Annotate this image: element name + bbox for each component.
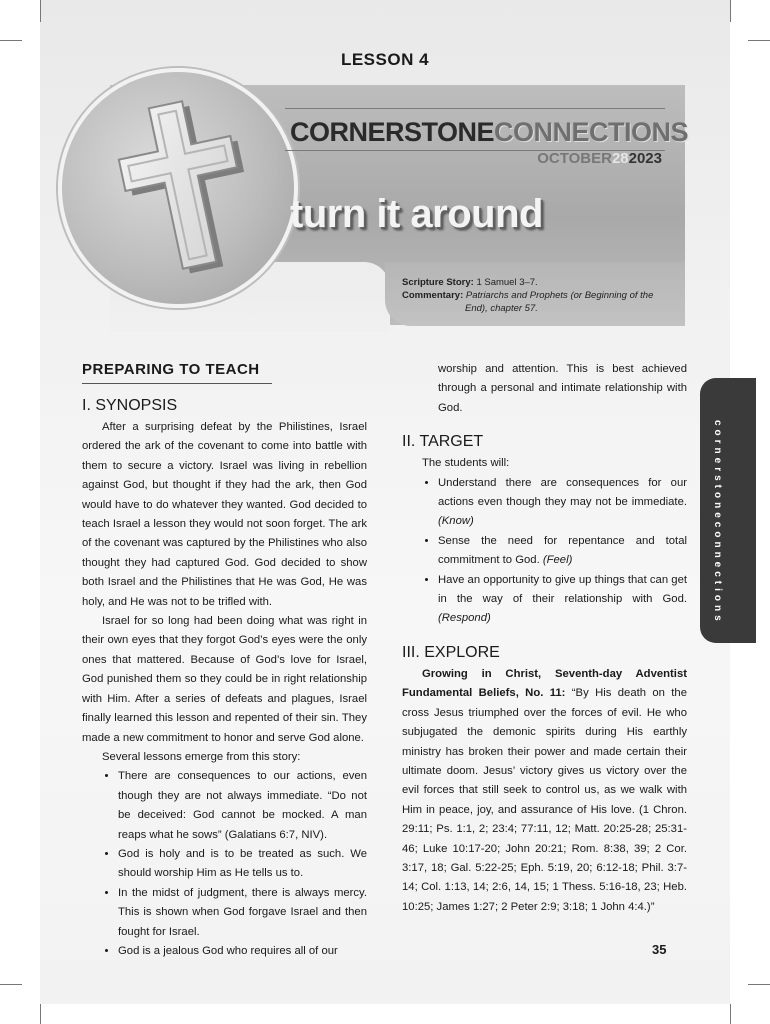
commentary-value-cont: End), chapter 57. [465, 303, 538, 314]
target-heading: II. TARGET [402, 433, 484, 451]
scripture-label: Scripture Story: [402, 277, 474, 288]
page-number: 35 [652, 942, 667, 957]
left-column [82, 360, 367, 961]
list-item-tag: (Feel) [542, 554, 573, 567]
lesson-label: LESSON 4 [340, 50, 430, 69]
list-item-tag: (Respond) [438, 612, 491, 625]
crop-mark [40, 1004, 41, 1024]
list-item: • In the midst of judgment, there is always mercy. This is shown when God forgave Israel and then fought for Israel. [118, 884, 367, 942]
target-list [402, 474, 687, 629]
brand-part-2: CONNECTIONS [494, 117, 689, 147]
paragraph: Several lessons emerge from this story: [102, 750, 301, 763]
paragraph-continued: worship and attention. This is best achieved through a personal and intimate relationship with God. [438, 363, 687, 414]
cross-icon [62, 72, 294, 304]
lessons-list [82, 767, 367, 961]
commentary-label: Commentary: [402, 290, 464, 301]
list-item-text: Have an opportunity to give up things that can get in the way of their relationship with God. [438, 573, 687, 606]
sidebar-text: cornerstoneconnections [712, 420, 723, 625]
scripture-value: 1 Samuel 3–7. [476, 277, 538, 288]
crop-mark [40, 0, 41, 22]
crop-mark [730, 0, 731, 22]
list-item: • God is a jealous God who requires all of our [118, 942, 367, 961]
date-month: OCTOBER [537, 150, 612, 167]
lesson-title: turn it around [290, 192, 543, 236]
target-intro: The students will: [422, 457, 510, 470]
crop-mark [748, 40, 770, 41]
right-column [402, 360, 687, 917]
synopsis-heading: I. SYNOPSIS [82, 397, 178, 414]
lesson-date [537, 150, 662, 168]
brand-part-1: CORNERSTONE [290, 117, 495, 147]
paragraph: After a surprising defeat by the Philistines, Israel ordered the ark of the covenant to come into battle with them to secure a victory. Israel was living in rebellion against God, but thought if they had the ark, then God would have to do whatever they wanted. God decided to teach Israel a lesson they would not soon forget. The ark of the covenant was captured by the Philistines who also thought they had captured God. God decided to show both Israel and the Philistines that He was God, He was holy, and He was not to be trifled with. [82, 421, 367, 608]
list-item-tag: (Know) [438, 515, 474, 528]
section-heading: PREPARING TO TEACH [82, 360, 272, 384]
crop-mark [748, 984, 770, 985]
crop-mark [730, 1004, 731, 1024]
crop-mark [0, 984, 22, 985]
date-year: 2023 [628, 150, 662, 167]
date-day: 28 [611, 150, 629, 167]
brand-wordmark [290, 116, 688, 148]
list-item [438, 474, 687, 532]
scripture-block [402, 276, 662, 315]
belief-reference: Growing in Christ, Seventh-day Adventist Fundamental Beliefs, No. 11: [402, 667, 687, 700]
list-item-text: Understand there are consequences for our actions even though they may not be immediate. [438, 476, 687, 509]
paragraph: Israel for so long had been doing what was right in their own eyes that they forgot God’s eyes were the only ones that mattered. Because of God’s love for Israel, God punished them so they could be in right relationship with Him. After a series of defeats and plagues, Israel finally learned this lesson and repented of their sin. They made a new commitment to honor and serve God alone. [82, 615, 367, 744]
list-item-text: Sense the need for repentance and total commitment to God. [438, 534, 687, 567]
list-item [438, 571, 687, 629]
list-item [438, 532, 687, 571]
explore-heading: III. EXPLORE [402, 643, 500, 661]
belief-quote: “By His death on the cross Jesus triumphed over the forces of evil. He who subjugated the demonic spirits during His earthly ministry has broken their power and made certain their ultimate doom. Jesus’ victory gives us victory over the evil forces that still seek to control us, as we walk with Him in peace, joy, and assurance of His love. (1 Chron. 29:11; Ps. 1:1, 2; 23:4; 77:11, 12; Matt. 20:25-28; 25:31-46; Luke 10:17-20; John 20:21; Rom. 8:38, 39; 2 Cor. 3:17, 18; Gal. 5:22-25; Eph. 5:19, 20; 6:12-18; Phil. 3:7-14; Col. 1:13, 14; 2:6, 14, 15; 1 Thess. 5:16-18, 23; Heb. 10:25; James 1:27; 2 Peter 2:9; 3:18; 1 John 4:4.)” [402, 687, 687, 913]
crop-mark [0, 40, 22, 41]
commentary-value: Patriarchs and Prophets (or Beginning of the [465, 290, 654, 301]
list-item: • There are consequences to our actions, even though they are not always immediate. “Do not be deceived: God cannot be mocked. A man reaps what he sows” (Galatians 6:7, NIV). [118, 767, 367, 845]
cross-emblem [58, 68, 298, 308]
sidebar-tab [700, 378, 756, 643]
paragraph [402, 665, 687, 917]
header-rule [285, 108, 665, 109]
list-item: • God is holy and is to be treated as such. We should worship Him as He tells us to. [118, 845, 367, 884]
